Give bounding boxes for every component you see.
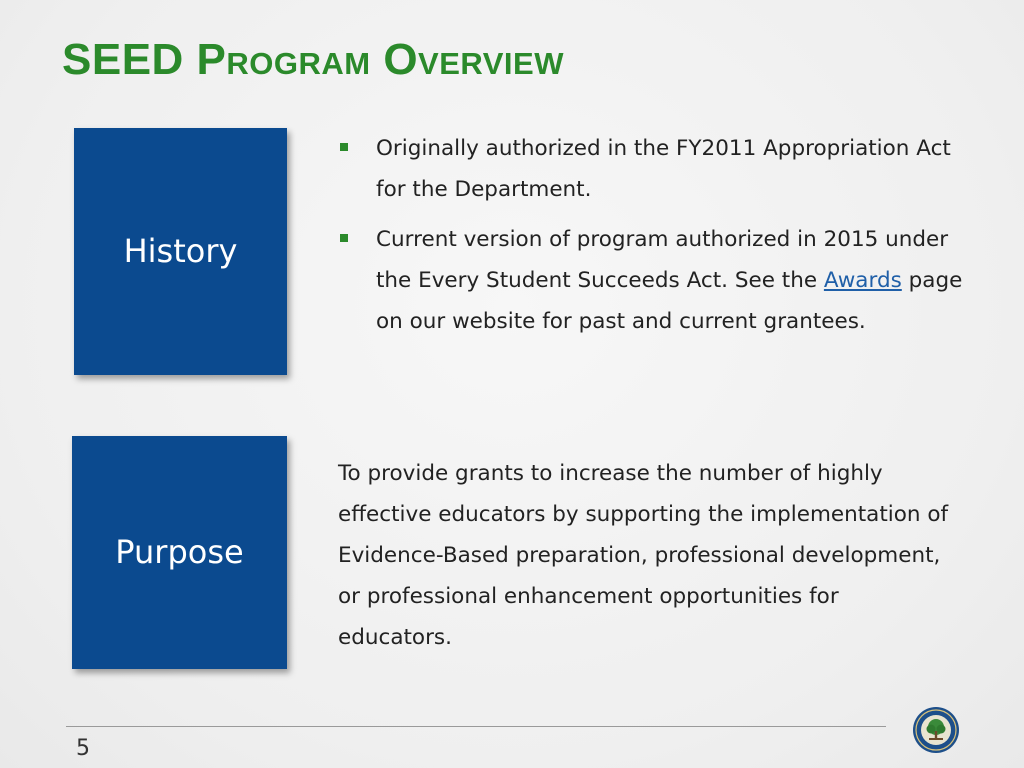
square-bullet-icon (340, 234, 348, 242)
history-bullet-2-text-before: Current version of program authorized in 2015 under the Every Student Succeeds Act. See the (376, 227, 949, 293)
history-label: History (123, 231, 238, 270)
footer-divider (66, 726, 886, 727)
purpose-description: To provide grants to increase the number of highly effective educators by supporting the implementation of Evidence-Based preparation, professional development, or professional enhancement opportunities for educators. (338, 461, 949, 650)
history-box (74, 128, 287, 375)
history-bullet-2-text-after: page on our website for past and current grantees. (376, 268, 963, 334)
department-seal-icon (912, 706, 960, 754)
purpose-box (72, 436, 287, 669)
history-bullet-list (338, 128, 978, 351)
slide-title: SEED Program Overview (62, 35, 564, 84)
history-bullet-1 (338, 128, 978, 210)
purpose-label: Purpose (115, 532, 244, 571)
history-bullet-2 (338, 219, 978, 342)
square-bullet-icon (340, 143, 348, 151)
awards-link[interactable]: Awards (823, 268, 902, 293)
page-number: 5 (76, 736, 90, 761)
history-bullet-1-text: Originally authorized in the FY2011 Appropriation Act for the Department. (376, 136, 951, 202)
